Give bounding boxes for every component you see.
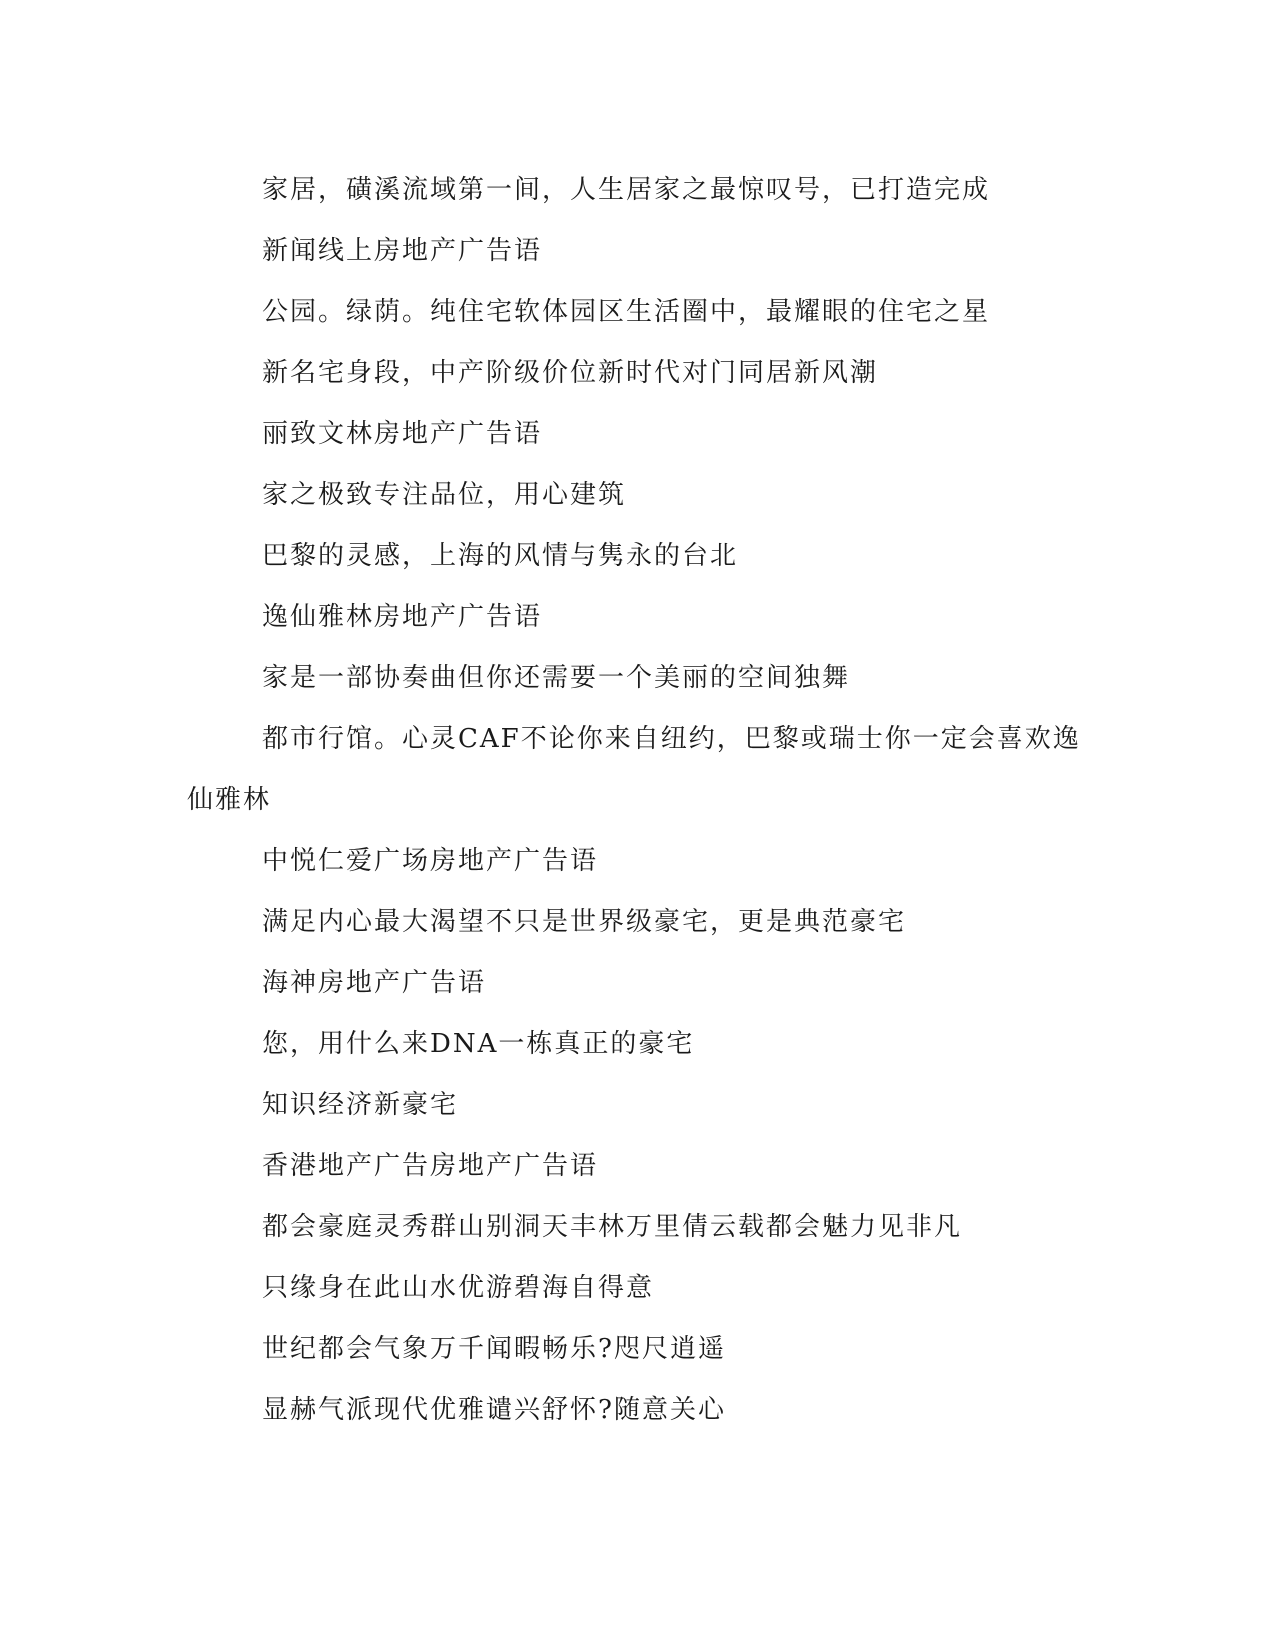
paragraph: 中悦仁爱广场房地产广告语	[262, 846, 599, 876]
paragraph: 显赫气派现代优雅谴兴舒怀?随意关心	[262, 1395, 726, 1425]
paragraph: 世纪都会气象万千闻暇畅乐?咫尺逍遥	[262, 1334, 726, 1364]
paragraph: 香港地产广告房地产广告语	[262, 1151, 599, 1181]
paragraph: 新名宅身段，中产阶级价位新时代对门同居新风潮	[262, 358, 879, 388]
paragraph: 都市行馆。心灵CAF不论你来自纽约，巴黎或瑞士你一定会喜欢逸仙雅林	[187, 724, 1081, 815]
paragraph: 公园。绿荫。纯住宅软体园区生活圈中，最耀眼的住宅之星	[262, 297, 991, 327]
paragraph: 都会豪庭灵秀群山别洞天丰林万里倩云载都会魅力见非凡	[262, 1212, 963, 1242]
paragraph: 巴黎的灵感，上海的风情与隽永的台北	[262, 541, 739, 571]
paragraph: 新闻线上房地产广告语	[262, 236, 543, 266]
paragraph: 知识经济新豪宅	[262, 1090, 459, 1120]
paragraph: 满足内心最大渴望不只是世界级豪宅，更是典范豪宅	[262, 907, 907, 937]
paragraph: 您，用什么来DNA一栋真正的豪宅	[262, 1029, 695, 1059]
document-body	[187, 160, 1087, 1441]
paragraph: 家是一部协奏曲但你还需要一个美丽的空间独舞	[262, 663, 851, 693]
paragraph: 家之极致专注品位，用心建筑	[262, 480, 627, 510]
paragraph: 家居，磺溪流域第一间，人生居家之最惊叹号，已打造完成	[262, 175, 991, 205]
paragraph: 只缘身在此山水优游碧海自得意	[262, 1273, 655, 1303]
paragraph: 丽致文林房地产广告语	[262, 419, 543, 449]
paragraph: 逸仙雅林房地产广告语	[262, 602, 543, 632]
paragraph: 海神房地产广告语	[262, 968, 487, 998]
